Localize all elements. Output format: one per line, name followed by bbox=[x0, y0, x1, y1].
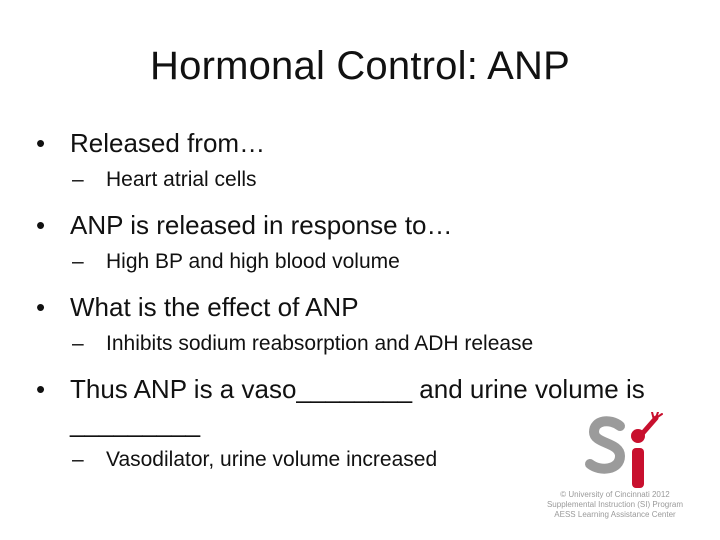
bullet-item bbox=[36, 290, 696, 324]
bullet-icon: • bbox=[36, 292, 46, 322]
sub-bullet-item bbox=[36, 248, 696, 276]
dash-icon: – bbox=[72, 448, 84, 471]
bullet-item bbox=[36, 126, 696, 160]
si-logo-icon bbox=[580, 412, 690, 492]
sub-bullet-text: Vasodilator, urine volume increased bbox=[106, 448, 438, 471]
bullet-icon: • bbox=[36, 128, 46, 158]
dash-icon: – bbox=[72, 332, 84, 355]
bullet-text: What is the effect of ANP bbox=[70, 292, 359, 322]
sub-bullet-text: Inhibits sodium reabsorption and ADH release bbox=[106, 332, 534, 355]
sub-bullet-text: High BP and high blood volume bbox=[106, 250, 400, 273]
logo-caption-line: © University of Cincinnati 2012 bbox=[560, 490, 670, 499]
slide-title: Hormonal Control: ANP bbox=[150, 44, 570, 88]
sub-bullet-item bbox=[36, 330, 696, 358]
logo-caption-line: Supplemental Instruction (SI) Program bbox=[546, 500, 684, 509]
logo-caption-line: AESS Learning Assistance Center bbox=[554, 510, 676, 519]
sub-bullet-item bbox=[36, 166, 696, 194]
si-program-logo bbox=[540, 412, 710, 530]
dash-icon: – bbox=[72, 250, 84, 273]
bullet-text: Released from… bbox=[70, 128, 266, 158]
bullet-item bbox=[36, 208, 696, 242]
bullet-text: Thus ANP is a vaso________ and urine volume is _________ bbox=[70, 374, 645, 438]
dash-icon: – bbox=[72, 168, 84, 191]
bullet-text: ANP is released in response to… bbox=[70, 210, 453, 240]
sub-bullet-text: Heart atrial cells bbox=[106, 168, 257, 191]
bullet-icon: • bbox=[36, 210, 46, 240]
bullet-icon: • bbox=[36, 374, 46, 404]
logo-caption bbox=[540, 490, 690, 520]
